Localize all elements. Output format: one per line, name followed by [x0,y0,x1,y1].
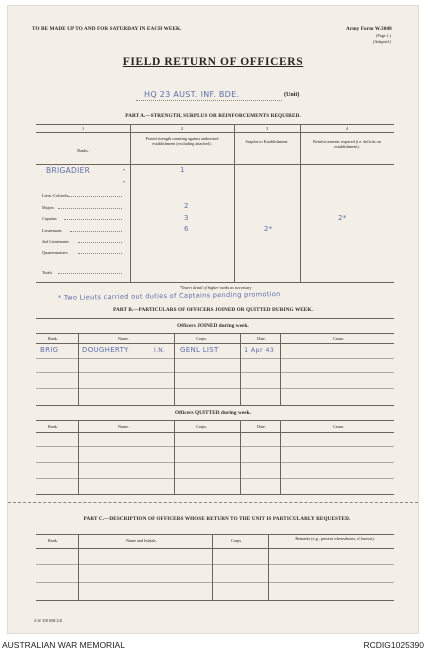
joined-col-name: Name. [118,336,130,341]
handwritten-note: * Two Lieuts carried out duties of Captains pending promotion [57,290,281,302]
joined-row-date: 1 Apr 43 [244,346,275,354]
row-2-mark: * [123,180,126,185]
joined-row-corps: GENL LIST [180,346,219,354]
form-number: Army Form W.3008 [346,26,392,32]
part-c-header-rule [36,548,394,549]
quitted-col-cause: Cause. [333,424,345,429]
part-c-div-3 [268,534,269,600]
joined-row-rule-3 [36,388,394,389]
quitted-div-3 [240,420,241,494]
quitted-row-rule-2 [36,462,394,463]
row-8-rank: Quartermasters [42,250,68,255]
part-a-col-div-1 [130,124,131,282]
footer-right: RCDIG1025390 [363,640,424,650]
joined-div-2 [174,333,175,405]
row-5-rank: Captains [42,216,57,221]
row-7-rank: 2nd Lieutenants [42,239,69,244]
col-num-3: 3 [265,126,269,131]
part-b-top-rule [36,318,394,319]
leader-qm [78,253,122,254]
leader-majors [58,208,122,209]
part-a-col-div-2 [234,124,235,282]
part-a-top-rule [36,124,394,125]
footer-left: AUSTRALIAN WAR MEMORIAL [2,640,125,650]
joined-col-corps: Corps. [196,336,208,341]
part-c-row-rule-1 [36,564,394,565]
part-a-bottom-rule [36,282,394,283]
part-c-div-1 [78,534,79,600]
col-num-4: 4 [345,126,349,131]
joined-col-rank: Rank. [48,336,58,341]
part-c-row-rule-2 [36,582,394,583]
part-c-bottom-rule [36,600,394,601]
part-c-div-2 [212,534,213,600]
leader-2nd-lieuts [78,242,122,243]
perforation-line [8,502,418,503]
part-a-header-rule [36,164,394,165]
joined-div-3 [240,333,241,405]
quitted-title-rule [36,420,394,421]
row-1-rank: BRIGADIER [46,166,91,175]
quitted-col-name: Name. [118,424,130,429]
part-a-footnote: *Insert detail of higher ranks as necessary [180,285,252,290]
joined-col-cause: Cause. [333,336,345,341]
print-code: A.W. 358 30M 2/41 [34,619,63,623]
row-1-mark: * [123,168,126,173]
col-head-surplus: Surplus to Establishment. [245,139,289,144]
row-4-rank: Majors [42,205,54,210]
joined-bottom-rule [36,405,394,406]
quitted-row-rule-3 [36,478,394,479]
quitted-header-rule [36,432,394,433]
part-c-heading: PART C.—DESCRIPTION OF OFFICERS WHOSE RETURN TO THE UNIT IS PARTICULARLY REQUESTED. [83,516,351,522]
joined-row-rank: BRIG [40,346,59,354]
part-c-col-name: Name and Initials. [126,538,157,543]
leader-totals [58,273,122,274]
header-note: TO BE MADE UP TO AND FOR SATURDAY IN EACH WEEK. [32,26,182,32]
quitted-bottom-rule [36,494,394,495]
col-head-posted: Posted strength counting against authorized establishment (excluding attached). [145,136,219,147]
form-page: (Page 1.) [376,33,392,38]
part-b-heading: PART B.—PARTICULARS OF OFFICERS JOINED OR QUITTED DURING WEEK. [113,307,313,313]
part-c-top-rule [36,534,394,535]
joined-div-4 [280,333,281,405]
part-c-col-corps: Corps. [231,538,243,543]
row-1-posted: 1 [180,166,185,174]
form-adapted: (Adapted.) [373,39,392,44]
col-head-ranks: Ranks. [77,148,89,153]
col-head-reinf: Reinforcements required (i.e. deficits on establishment). [313,139,381,150]
unit-label: (Unit) [284,92,300,98]
joined-col-date: Date. [257,336,266,341]
joined-row-rule-2 [36,372,394,373]
joined-header-rule [36,343,394,344]
part-c-col-remarks: Remarks (e.g., present whereabouts, if known). [295,536,375,541]
leader-lt-col [68,196,122,197]
leader-lieuts [70,231,122,232]
joined-row-name: DOUGHERTY [82,346,129,354]
row-6-surplus: 2* [264,225,273,233]
part-a-col-div-3 [300,124,301,282]
unit-value: HQ 23 AUST. INF. BDE. [144,90,240,99]
row-4-posted: 2 [184,202,189,210]
quitted-col-date: Date. [257,424,266,429]
quitted-col-corps: Corps. [196,424,208,429]
quitted-div-4 [280,420,281,494]
row-6-posted: 6 [184,225,189,233]
row-3-rank: Lieut.-Colonels [42,193,69,198]
col-num-1: 1 [81,126,85,131]
part-a-heading: PART A.—STRENGTH, SURPLUS OR REINFORCEMENTS REQUIRED. [125,113,301,119]
leader-captains [64,219,122,220]
quitted-col-rank: Rank. [48,424,58,429]
quitted-title: Officers QUITTED during week. [174,410,252,416]
part-c-col-rank: Rank. [48,538,58,543]
col-num-2: 2 [180,126,184,131]
joined-title: Officers JOINED during week. [177,323,249,329]
form-sheet [8,6,418,633]
row-5-posted: 3 [184,214,189,222]
joined-div-1 [78,333,79,405]
row-5-reinf: 2* [338,214,347,222]
quitted-row-rule-1 [36,446,394,447]
archive-footer [0,636,428,654]
unit-underline [136,100,282,101]
row-10-rank: Totals [42,270,53,275]
joined-title-rule [36,333,394,334]
form-title: FIELD RETURN OF OFFICERS [122,56,304,68]
joined-row-initials: I.N. [154,347,166,354]
part-a-num-rule [36,132,394,133]
quitted-div-2 [174,420,175,494]
quitted-div-1 [78,420,79,494]
joined-row-rule-1 [36,358,394,359]
row-6-rank: Lieutenants [42,228,62,233]
